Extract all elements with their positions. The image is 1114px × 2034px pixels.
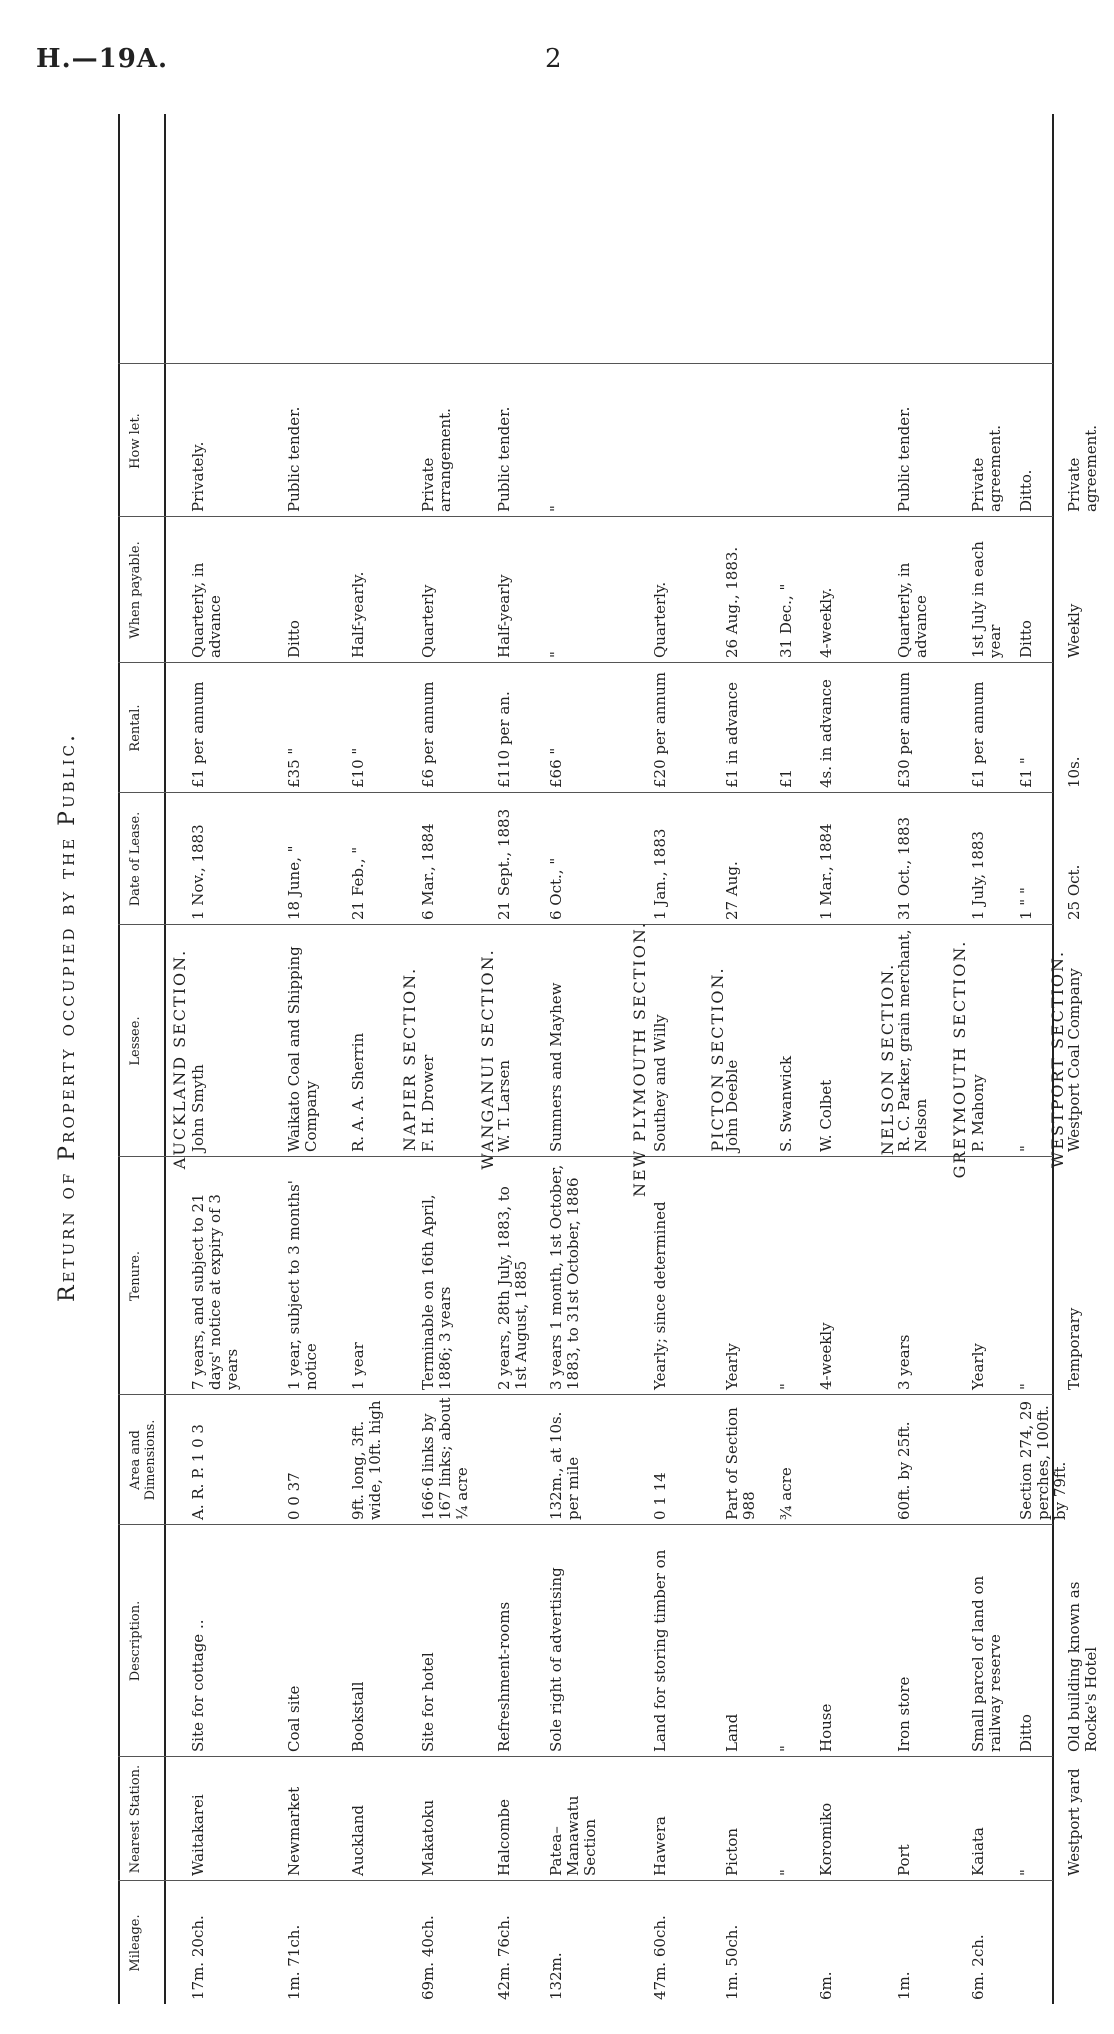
cell-let: Public tender. — [495, 406, 513, 512]
section-heading: PICTON SECTION. — [708, 966, 727, 1152]
cell-mileage: 17m. 20ch. — [189, 1915, 207, 2000]
cell-tenure: 2 years, 28th July, 1883, to 1st August, 1885 — [495, 1186, 530, 1390]
col-divider — [118, 1524, 1053, 1525]
cell-area: 0 1 14 — [651, 1472, 669, 1520]
cell-station: Koromiko — [817, 1802, 835, 1876]
cell-let: Ditto. — [1017, 469, 1035, 512]
col-divider — [118, 792, 1053, 793]
cell-let: " — [547, 505, 565, 512]
cell-payable: Half-yearly. — [349, 571, 367, 658]
cell-date: 6 Mar., 1884 — [419, 823, 437, 920]
cell-let: Private agreement. — [1065, 424, 1100, 512]
cell-lessee: P. Mahony — [969, 1074, 987, 1152]
cell-let: Public tender. — [895, 406, 913, 512]
cell-tenure: Yearly — [723, 1343, 741, 1390]
cell-rental: £1 — [777, 768, 795, 788]
cell-description: Site for hotel — [419, 1652, 437, 1752]
cell-tenure: Yearly — [969, 1343, 987, 1390]
cell-station: Hawera — [651, 1816, 669, 1876]
cell-area: 166·6 links by 167 links; about ¼ acre — [419, 1397, 471, 1520]
cell-mileage: 6m. 2ch. — [969, 1934, 987, 2000]
cell-rental: 4s. in advance — [817, 679, 835, 788]
cell-rental: £1 per annum — [969, 681, 987, 788]
section-heading: NAPIER SECTION. — [400, 966, 419, 1152]
cell-rental: 10s. — [1065, 756, 1083, 788]
col-description-header: Description. — [128, 1600, 143, 1682]
cell-lessee: W. T. Larsen — [495, 1060, 513, 1152]
cell-lessee: Waikato Coal and Shipping Company — [285, 946, 320, 1152]
section-heading: NELSON SECTION. — [878, 962, 897, 1156]
cell-tenure: 1 year — [349, 1342, 367, 1390]
cell-area: 0 0 37 — [285, 1472, 303, 1520]
cell-payable: Quarterly. — [651, 581, 669, 658]
col-rental-header: Rental. — [128, 704, 143, 752]
col-divider — [118, 1880, 1053, 1881]
col-station-header: Nearest Station. — [128, 1764, 143, 1874]
table-top-rule — [118, 114, 120, 2004]
col-divider — [118, 363, 1053, 364]
cell-payable: Half-yearly — [495, 574, 513, 658]
cell-date: 27 Aug. — [723, 861, 741, 920]
col-date-header: Date of Lease. — [128, 811, 143, 907]
cell-rental: £1 per annum — [189, 681, 207, 788]
cell-description: Refreshment-rooms — [495, 1601, 513, 1752]
cell-area: 9ft. long, 3ft. wide, 10ft. high — [349, 1400, 384, 1520]
cell-mileage: 1m. 50ch. — [723, 1924, 741, 2000]
cell-rental: £110 per an. — [495, 691, 513, 788]
cell-date: 1 Jan., 1883 — [651, 828, 669, 920]
cell-station: Kaiata — [969, 1827, 987, 1876]
cell-lessee: Westport Coal Company — [1065, 968, 1083, 1152]
cell-area: Section 274, 29 perches, 100ft. by 79ft. — [1017, 1400, 1069, 1520]
cell-mileage: 47m. 60ch. — [651, 1915, 669, 2000]
cell-payable: " — [547, 651, 565, 658]
cell-let: Public tender. — [285, 406, 303, 512]
col-payable-header: When payable. — [128, 541, 143, 639]
cell-mileage: 132m. — [547, 1952, 565, 2000]
cell-let: Private arrangement. — [419, 408, 454, 512]
cell-tenure: Temporary — [1065, 1307, 1083, 1390]
page-reference: H.—19A. — [36, 44, 169, 74]
cell-area: Part of Section 988 — [723, 1407, 758, 1520]
cell-station: Port — [895, 1844, 913, 1876]
cell-station: Patea–Manawatu Section — [547, 1795, 599, 1876]
cell-station: Auckland — [349, 1805, 367, 1876]
cell-area: 132m., at 10s. per mile — [547, 1411, 582, 1520]
cell-description: Small parcel of land on railway reserve — [969, 1575, 1004, 1752]
cell-lessee: R. C. Parker, grain merchant, Nelson — [895, 929, 930, 1152]
cell-description: Ditto — [1017, 1714, 1035, 1752]
cell-mileage: 6m. — [817, 1971, 835, 2000]
cell-tenure: Yearly; since determined — [651, 1201, 669, 1390]
cell-date: 31 Oct., 1883 — [895, 816, 913, 920]
cell-rental: £35 " — [285, 747, 303, 788]
cell-rental: £10 " — [349, 747, 367, 788]
cell-description: House — [817, 1703, 835, 1752]
cell-let: Privately. — [189, 441, 207, 512]
cell-station: " — [1017, 1869, 1035, 1876]
cell-lessee: S. Swanwick — [777, 1055, 795, 1152]
cell-description: Old building known as Rocke's Hotel — [1065, 1581, 1100, 1752]
cell-rental: £20 per annum — [651, 672, 669, 788]
cell-payable: Weekly — [1065, 603, 1083, 658]
cell-tenure: 3 years — [895, 1334, 913, 1390]
cell-payable: Quarterly — [419, 584, 437, 658]
page-number: 2 — [545, 44, 562, 74]
col-area-header: Area and Dimensions. — [128, 1419, 158, 1501]
cell-let: Private agreement. — [969, 424, 1004, 512]
cell-payable: Quarterly, in advance — [189, 562, 224, 658]
cell-tenure: " — [777, 1383, 795, 1390]
cell-station: Halcombe — [495, 1799, 513, 1876]
cell-lessee: Sumners and Mayhew — [547, 982, 565, 1152]
cell-description: Iron store — [895, 1676, 913, 1752]
cell-date: 1 Nov., 1883 — [189, 824, 207, 920]
cell-station: Waitakarei — [189, 1794, 207, 1876]
cell-date: 21 Sept., 1883 — [495, 808, 513, 920]
cell-description: Bookstall — [349, 1681, 367, 1752]
cell-date: 1 " " — [1017, 887, 1035, 920]
cell-lessee: Southey and Willy — [651, 1014, 669, 1152]
col-tenure-header: Tenure. — [128, 1250, 143, 1302]
col-lessee-header: Lessee. — [128, 1016, 143, 1066]
cell-date: 25 Oct. — [1065, 864, 1083, 920]
section-heading: NEW PLYMOUTH SECTION. — [630, 921, 649, 1197]
cell-rental: £1 in advance — [723, 682, 741, 788]
cell-date: 1 Mar., 1884 — [817, 823, 835, 920]
cell-lessee: F. H. Drower — [419, 1054, 437, 1152]
col-divider — [118, 1156, 1053, 1157]
cell-payable: 1st July in each year — [969, 541, 1004, 658]
cell-rental: £66 " — [547, 747, 565, 788]
cell-payable: 4-weekly. — [817, 587, 835, 658]
cell-rental: £6 per annum — [419, 681, 437, 788]
cell-payable: Ditto — [1017, 620, 1035, 658]
cell-date: 21 Feb., " — [349, 846, 367, 920]
section-heading: WANGANUI SECTION. — [478, 948, 497, 1170]
cell-station: Newmarket — [285, 1786, 303, 1876]
cell-description: Sole right of advertising — [547, 1567, 565, 1752]
cell-description: Land — [723, 1713, 741, 1752]
cell-mileage: 1m. 71ch. — [285, 1924, 303, 2000]
property-table — [118, 114, 1100, 2004]
cell-lessee: W. Colbet — [817, 1079, 835, 1152]
cell-mileage: 1m. — [895, 1971, 913, 2000]
cell-lessee: John Smyth — [189, 1064, 207, 1152]
cell-rental: £1 " — [1017, 757, 1035, 788]
cell-lessee: John Deeble — [723, 1059, 741, 1152]
cell-area: ¾ acre — [777, 1467, 795, 1520]
col-mileage-header: Mileage. — [128, 1914, 143, 1972]
col-howlet-header: How let. — [128, 413, 143, 469]
cell-tenure: 1 year, subject to 3 months' notice — [285, 1180, 320, 1390]
cell-station: Makatoku — [419, 1799, 437, 1876]
cell-tenure: 3 years 1 month, 1st October, 1883, to 31st October, 1886 — [547, 1164, 582, 1390]
cell-date: 18 June, " — [285, 845, 303, 920]
cell-tenure: 4-weekly — [817, 1322, 835, 1390]
cell-mileage: 42m. 76ch. — [495, 1915, 513, 2000]
cell-area: A. R. P. 1 0 3 — [189, 1424, 207, 1520]
cell-area: 60ft. by 25ft. — [895, 1421, 913, 1520]
cell-date: 6 Oct., " — [547, 857, 565, 920]
col-divider — [118, 1394, 1053, 1395]
cell-tenure: 7 years, and subject to 21 days' notice at expiry of 3 years — [189, 1193, 241, 1390]
cell-tenure: " — [1017, 1383, 1035, 1390]
cell-payable: 26 Aug., 1883. — [723, 546, 741, 658]
cell-lessee: R. A. A. Sherrin — [349, 1032, 367, 1152]
cell-payable: Ditto — [285, 620, 303, 658]
cell-lessee: " — [1017, 1145, 1035, 1152]
cell-description: Land for storing timber on — [651, 1549, 669, 1752]
cell-date: 1 July, 1883 — [969, 831, 987, 920]
header-rule — [164, 114, 166, 2004]
cell-description: Site for cottage .. — [189, 1619, 207, 1752]
cell-station: Westport yard — [1065, 1768, 1083, 1876]
cell-description: " — [777, 1745, 795, 1752]
col-divider — [118, 924, 1053, 925]
cell-payable: 31 Dec., " — [777, 583, 795, 658]
cell-station: Picton — [723, 1827, 741, 1876]
col-divider — [118, 662, 1053, 663]
section-heading: WESTPORT SECTION. — [1048, 949, 1067, 1169]
cell-station: " — [777, 1869, 795, 1876]
cell-rental: £30 per annum — [895, 672, 913, 788]
section-heading: AUCKLAND SECTION. — [170, 948, 189, 1170]
section-heading: GREYMOUTH SECTION. — [950, 939, 969, 1179]
cell-description: Coal site — [285, 1685, 303, 1752]
col-divider — [118, 1756, 1053, 1757]
cell-tenure: Terminable on 16th April, 1886; 3 years — [419, 1194, 454, 1390]
col-divider — [118, 516, 1053, 517]
document-title: Return of Property occupied by the Public. — [55, 731, 80, 1303]
cell-payable: Quarterly, in advance — [895, 562, 930, 658]
cell-mileage: 69m. 40ch. — [419, 1915, 437, 2000]
